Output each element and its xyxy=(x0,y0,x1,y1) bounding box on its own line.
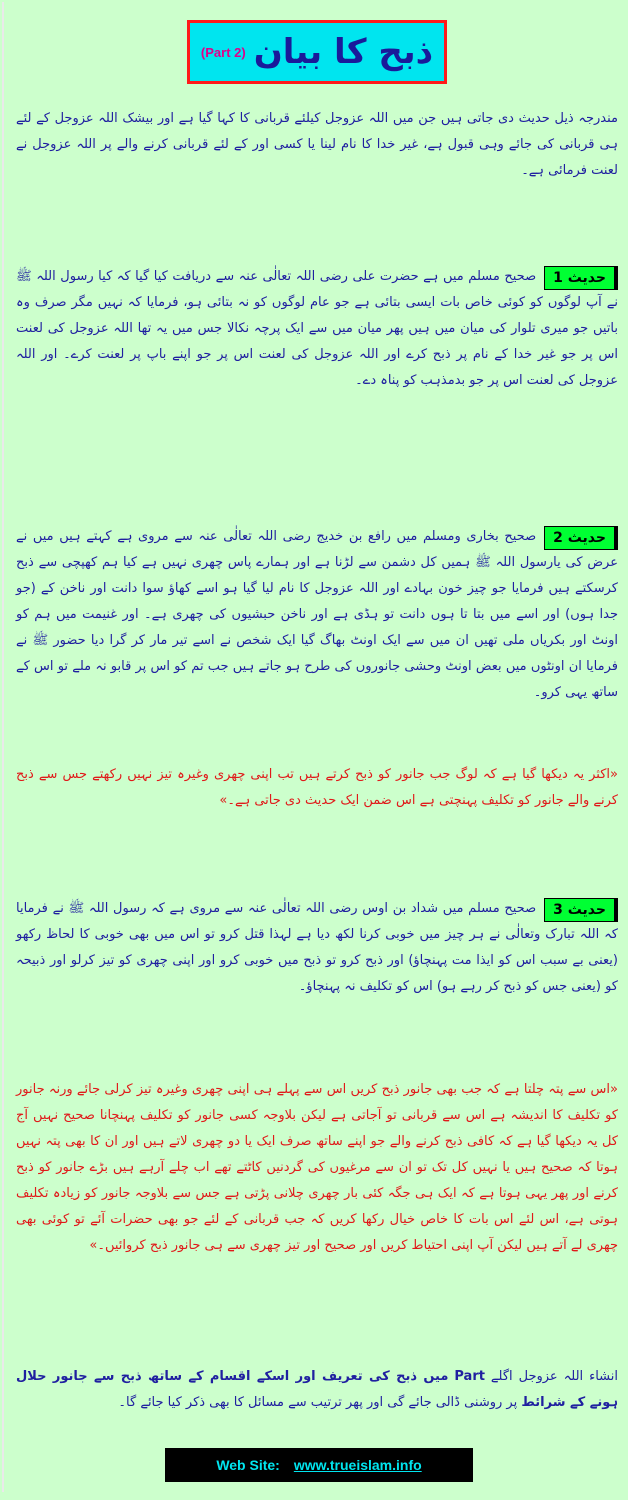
hadith-3-badge: حدیث 3 xyxy=(544,898,618,922)
hadith-2-section xyxy=(16,524,618,706)
hadith-2-badge: حدیث 2 xyxy=(544,526,618,550)
closing-lead: انشاء اللہ عزوجل اگلے xyxy=(490,1369,619,1384)
hadith-2-note: «اکثر یہ دیکھا گیا ہے کہ لوگ جب جانور کو ذبح کرتے ہیں تب اپنی چھری وغیرہ تیز نہیں رکھتے جس سے ذبح کرنے والے جانور کو تکلیف پہنچتی ہے اس ضمن ایک حدیث دی جاتی ہے۔» xyxy=(16,767,618,808)
page xyxy=(2,2,624,1492)
hadith-1-badge: حدیث 1 xyxy=(544,266,618,290)
website-link[interactable]: www.trueislam.info xyxy=(293,1457,422,1473)
hadith-3-text: صحیح مسلم میں شداد بن اوس رضی اللہ تعالٰی عنہ سے مروی ہے کہ رسول اللہ ﷺ نے فرمایا کہ اللہ تبارک وتعالٰی نے ہر چیز میں خوبی کرنا لکھ دیا ہے لہذا قتل کرو تو اس میں بھی خوبی کا لحاظ رکھو (یعنی بے سبب اس کو ایذا مت پہنچاؤ) اور ذبح کرو تو ذبح میں خوبی کرو اور اپنی چھری کو تیز کرلو اور ذبیحہ کو (یعنی جس کو ذبح کر رہے ہو) اس کو تکلیف نہ پہنچاؤ۔ xyxy=(16,901,618,994)
hadith-3-section xyxy=(16,896,618,1000)
hadith-2-text: صحیح بخاری ومسلم میں رافع بن خدیج رضی اللہ تعالٰی عنہ سے مروی ہے کہتے ہیں میں نے عرض کی یارسول اللہ ﷺ ہمیں کل دشمن سے لڑنا ہے اور ہمارے پاس چھری نہیں ہے کیا ہم کھپچی سے ذبح کرسکتے ہیں فرمایا جو چیز خون بہادے اور اللہ عزوجل کا نام لیا گیا ہو اسے کھاؤ سوا دانت اور ناخن کے (جو جدا ہوں) اور اسے میں بتا تا ہوں دانت تو ہڈی ہے اور ناخن حبشیوں کی چھری ہے۔ اور غنیمت میں ہم کو اونٹ اور بکریاں ملی تھیں ان میں سے ایک اونٹ بھاگ گیا ایک شخص نے اسے تیر مار کر گرا دیا حضور ﷺ نے فرمایا ان اونٹوں میں بعض اونٹ وحشی جانوروں کی طرح ہو جاتے ہیں جب تم کو اس پر قابو نہ ملے تو اس کے ساتھ یہی کرو۔ xyxy=(16,529,618,700)
page-title: ذبح کا بیان xyxy=(253,32,434,72)
closing-tail: پر روشنی ڈالی جائے گی اور پھر ترتیب سے مسائل کا بھی ذکر کیا جائے گا۔ xyxy=(118,1395,518,1410)
closing-bold-text: میں ذبح کی تعریف اور اسکے اقسام کے ساتھ ذبح سے جانور حلال ہونے کے شرائط xyxy=(16,1369,618,1410)
footer-label: Web Site: xyxy=(216,1457,280,1473)
page-title-box xyxy=(187,20,447,84)
closing-part-word: Part xyxy=(454,1369,485,1384)
footer-bar xyxy=(165,1448,473,1482)
title-part-label: (Part 2) xyxy=(200,44,246,60)
hadith-1-section xyxy=(16,264,618,394)
hadith-1-text: صحیح مسلم میں ہے حضرت علی رضی اللہ تعالٰی عنہ سے دریافت کیا گیا کہ کیا رسول اللہ ﷺ نے آپ لوگوں کو کوئی خاص بات ایسی بتائی ہے جو عام لوگوں کو نہ بتائی ہو، فرمایا کہ نہیں مگر صرف وہ باتیں جو میری تلوار کی میان میں ہیں پھر میان میں سے ایک پرچہ نکالا جس میں یہ تھا اللہ عزوجل کی لعنت اس پر جو غیر خدا کے نام پر ذبح کرے اور اللہ عزوجل کی لعنت اس پر جو اپنے باپ پر لعنت کرے۔ اور اللہ عزوجل کی لعنت اس پر جو بدمذہب کو پناہ دے۔ xyxy=(16,269,618,388)
intro-paragraph: مندرجہ ذیل حدیث دی جاتی ہیں جن میں اللہ عزوجل کیلئے قربانی کا کہا گیا ہے اور بیشک اللہ عزوجل کے لئے ہی قربانی کی جائے وہی قبول ہے، غیر خدا کا نام لینا یا کسی اور کے لئے قربانی کرنے والے پر اللہ عزوجل نے لعنت فرمائی ہے۔ xyxy=(16,111,618,178)
closing-paragraph xyxy=(16,1364,618,1416)
hadith-3-note: «اس سے پتہ چلتا ہے کہ جب بھی جانور ذبح کریں اس سے پہلے ہی اپنی چھری وغیرہ تیز کرلی جائے ورنہ جانور کو تکلیف کا اندیشہ ہے اس سے قربانی تو آجاتی ہے لیکن بلاوجہ کسی جانور کو تکلیف پہنچانا صحیح نہیں آج کل یہ دیکھا گیا ہے کہ کافی ذبح کرنے والے جو اپنے ساتھ صرف ایک یا دو چھری لاتے ہیں اور ان کا بھی پتہ نہیں ہوتا کہ صحیح ہیں یا نہیں کل تک تو ان سے مرغیوں کی گردنیں کاٹتے تھے اب چلے آرہے ہیں بڑے جانور کو ذبح کرنے اور پھر یہی ہوتا ہے کہ ایک ہی جگہ کئی بار چھری چلانی پڑتی ہے جس سے بلاوجہ جانور کو زیادہ تکلیف ہوتی ہے، اس لئے اس بات کا خاص خیال رکھا کریں کہ جب قربانی کے لئے جو بھی حضرات آئے تو کوئی بھی چھری لے آتے ہیں لیکن آپ اپنی احتیاط کریں اور صحیح اور تیز چھری سے ہی جانور ذبح کروائیں۔» xyxy=(16,1082,618,1253)
